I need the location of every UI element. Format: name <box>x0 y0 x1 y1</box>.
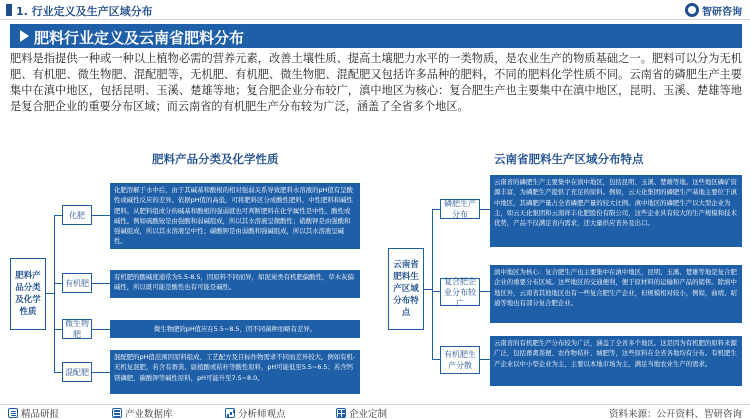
desc-connector <box>480 209 490 210</box>
footer-link-label: 产业数据库 <box>125 409 173 419</box>
desc-connector <box>92 215 110 216</box>
left-branch <box>54 215 62 216</box>
right-spine <box>432 209 433 359</box>
section-title: 1. 行业定义及生产区域分布 <box>16 5 153 18</box>
region-label-organic: 有机肥生产分散 <box>440 346 480 374</box>
description-blended: 混配肥的pH值范围因原料组成、工艺配方及目标作物需求不同而差异较大。例如有机-无机复混肥，若含有畜粪、腐植酸或秸秆等酸性原料，pH可能低至5.5~6.5；若含钙镁磷肥、碳酸钾等碱性原料，pH可能升至7.5~8.0。 <box>110 350 360 394</box>
category-label-blended: 混配肥 <box>62 362 92 382</box>
right-root-node: 云南省肥料生产区域分布特点 <box>388 248 424 330</box>
description-organic: 有机肥的酸碱度通常为5.5-8.5，因原料不同而异，如泥炭类有机肥偏酸性，草木灰偏碱性，所以既可能是酸性也有可能是碱性。 <box>110 270 360 298</box>
footer-link-label: 企业定制 <box>349 409 388 419</box>
right-branch <box>432 359 440 360</box>
footer-bar <box>0 404 750 419</box>
brand-logo[interactable] <box>685 3 742 17</box>
footer-link-reports[interactable] <box>8 406 59 419</box>
intro-paragraph: 肥料是指提供一种或一种以上植物必需的营养元素，改善土壤性质、提高土壤肥力水平的一类物质，是农业生产的物质基础之一。肥料可以分为无机肥、有机肥、微生物肥、混配肥等，无机肥、有机肥、微生物肥、混配肥又包括许多品种的肥料，不同的肥料化学性质不同。云南省的磷肥生产主要集中在滇中地区，包括昆明、玉溪、楚雄等地；复合肥企业分布较广，滇中地区为核心：复合肥生产也主要集中在滇中地区，昆明、玉溪、楚雄等地是复合肥企业的重要分布区域；而云南省的有机肥生产分布较为广泛，涵盖了全省多个地区。 <box>10 52 742 114</box>
top-bar <box>0 0 750 20</box>
desc-connector <box>92 372 110 373</box>
region-label-phosphate: 磷肥生产分布 <box>440 199 480 219</box>
footer-link-analyst[interactable] <box>225 406 286 419</box>
title-banner <box>10 24 742 48</box>
database-icon <box>112 408 122 418</box>
left-branch <box>54 329 62 330</box>
right-section-title: 云南省肥料生产区域分布特点 <box>494 152 644 166</box>
right-branch <box>432 291 440 292</box>
description-phosphate: 云南省的磷肥生产主要集中在滇中地区，包括昆明、玉溪、楚雄等地。这些地区磷矿资源丰富，为磷肥生产提供了充足的原料。例如，云天化集团的磷肥生产基地主要位于滇中地区，其磷肥产量占全省磷肥产量的较大比例。滇中地区的磷肥生产以大型企业为主，如云天化集团和云南祥丰化肥股份有限公司，这些企业具有较大的生产规模和技术优势，产品不仅满足省内需求，还大量供应省外及出口。 <box>490 175 742 247</box>
right-branch <box>432 209 440 210</box>
footer-link-label: 分析师观点 <box>238 409 286 419</box>
banner-title: 肥料行业定义及云南省肥料分布 <box>34 29 245 47</box>
triangle-icon <box>20 30 29 42</box>
region-label-compound: 复合肥企业分布较广 <box>440 278 480 306</box>
category-label-fertilizer: 化肥 <box>62 205 92 225</box>
left-root-node: 肥料产品分类及化学性质 <box>10 258 46 330</box>
section-marker <box>6 4 12 16</box>
description-microbial: 微生物肥的pH值应在5.5~8.5，因不同菌种而略有差异。 <box>110 320 360 338</box>
footer-link-database[interactable] <box>112 406 173 419</box>
logo-text: 智研咨询 <box>702 6 742 18</box>
desc-connector <box>480 359 490 360</box>
desc-connector <box>92 283 110 284</box>
desc-connector <box>480 291 490 292</box>
footer-link-label: 精品研报 <box>21 409 60 419</box>
left-branch <box>54 372 62 373</box>
custom-icon <box>336 408 346 418</box>
source-note: 资料来源：公开资料、智研咨询 <box>608 409 742 419</box>
left-connector <box>46 293 54 294</box>
description-compound: 滇中地区为核心：复合肥生产也主要集中在滇中地区，昆明、玉溪、楚雄等地是复合肥企业的重要分布区域。这些地区的交通便利，便于原材料的运输和产品的销售。除滇中地区外，云南省其他地区也有一些复合肥生产企业，但规模相对较小，例如，曲靖、昭通等地也有部分复合肥企业。 <box>490 265 742 323</box>
desc-connector <box>92 329 110 330</box>
left-section-title: 肥料产品分类及化学性质 <box>152 152 279 166</box>
logo-mark-icon <box>685 3 699 17</box>
description-organic-production: 云南省的有机肥生产分布较为广泛，涵盖了全省多个地区。这是因为有机肥的原料来源广泛，包括畜禽粪便、农作物秸秆、城肥等，这些原料在全省各地均有分布。有机肥生产企业以中小型企业为主，主要以本地市场为主，满足当地农业生产的需求。 <box>490 336 742 386</box>
left-branch <box>54 283 62 284</box>
report-icon <box>8 408 18 418</box>
footer-link-custom[interactable] <box>336 406 387 419</box>
description-fertilizer: 化肥溶解于水中后，由于其碱基和酸根的相对强弱关系导致肥料水溶液的pH值有呈酸性或碱性反应的差异。依据pH值的高低，可将肥料区分成酸性肥料、中性肥料和碱性肥料。从肥料组成分的碱基和酸根的强弱就也可判断肥料在化学属性是中性、酸性或碱性。例如硫酸铵是由强酸和弱碱组成，所以其水溶液呈微酸性；硝酸钾是由强酸和强碱组成，所以其水溶液呈中性；碳酸钾是由弱酸和强碱组成，所以其水溶液呈碱性。 <box>110 183 360 249</box>
left-spine <box>54 215 55 372</box>
right-connector <box>424 289 432 290</box>
category-label-organic: 有机肥 <box>62 273 92 293</box>
category-label-microbial: 微生物肥 <box>62 319 92 339</box>
analyst-icon <box>225 408 235 418</box>
